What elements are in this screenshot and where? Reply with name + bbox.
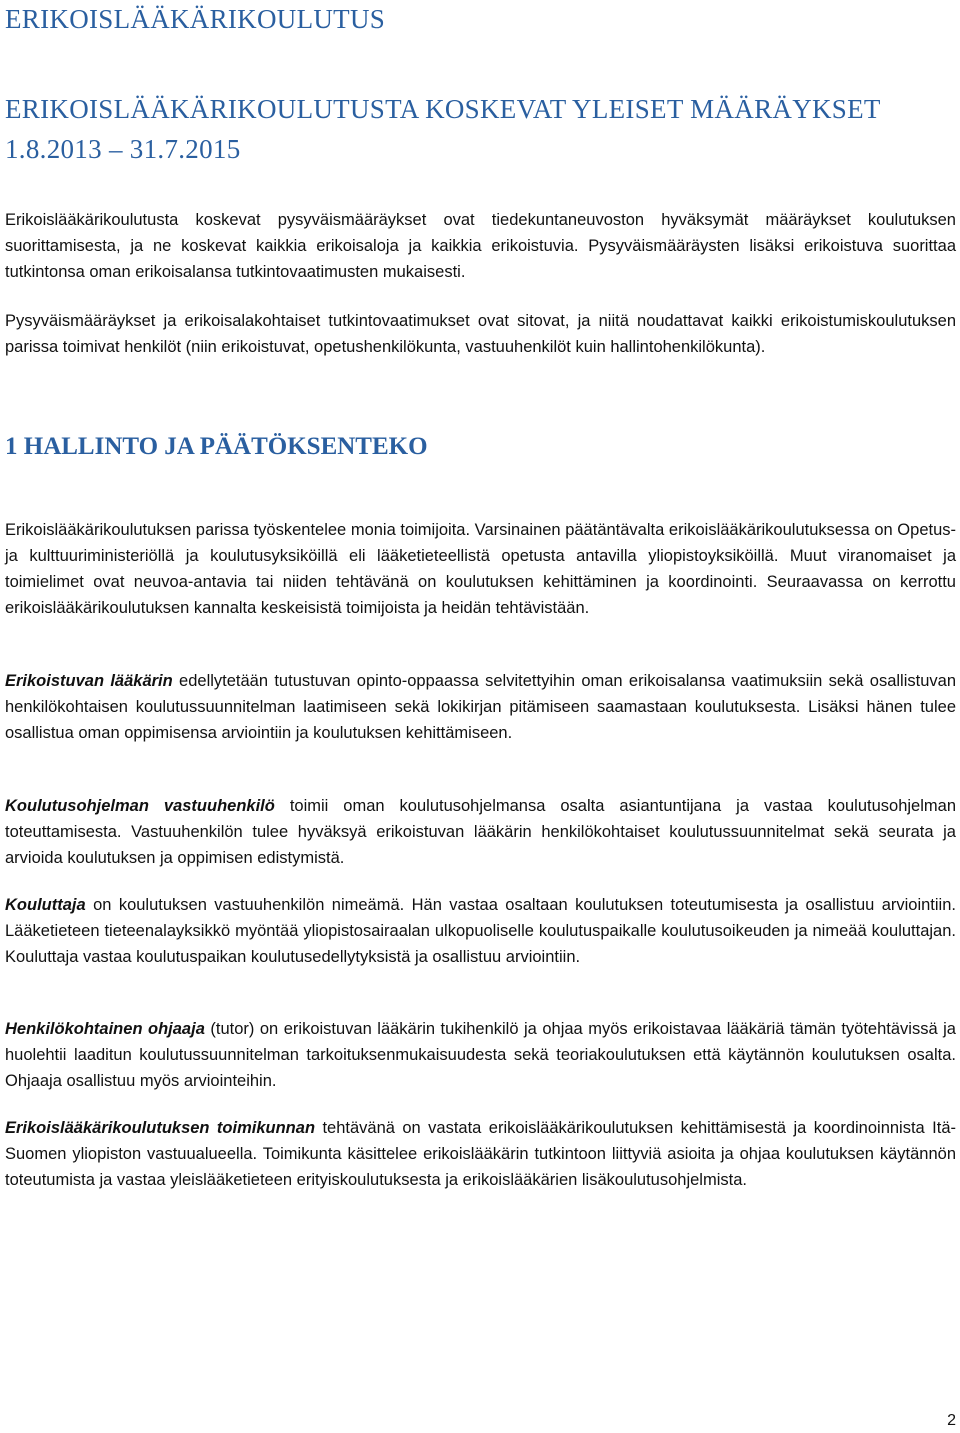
term-trainer: Kouluttaja [5,896,86,914]
section-heading: 1 HALLINTO JA PÄÄTÖKSENTEKO [5,433,428,460]
term-resident: Erikoistuvan lääkärin [5,672,173,690]
section-paragraph-resident [5,668,956,746]
section-paragraph-trainer [5,892,956,970]
term-committee: Erikoislääkärikoulutuksen toimikunnan [5,1119,316,1137]
document-title: ERIKOISLÄÄKÄRIKOULUTUS [5,4,386,34]
text-resident: edellytetään tutustuvan opinto-oppaassa selvitettyihin oman erikoisalansa vaatimuksiin sekä osallistuvan henkilökohtaisen koulutussuunnitelman laatimiseen sekä lokikirjan pitämiseen saamastaan koulutuksesta. Lisäksi hänen tulee osallistua oman oppimisensa arviointiin ja koulutuksen kehittämiseen. [5,672,957,742]
section-paragraph-committee [5,1115,956,1193]
text-trainer: on koulutuksen vastuuhenkilön nimeämä. Hän vastaa osaltaan koulutuksen toteutumisesta ja osallistuu arviointiin. Lääketieteen tieteenalayksikkö myöntää yliopistosairaalan ulkopuoliselle koulutuspaikalle koulutusoikeuden ja nimeää kouluttajan. Kouluttaja vastaa koulutuspaikan koulutusedellytyksistä ja osallistuu arviointiin. [5,896,956,966]
text-committee: tehtävänä on vastata erikoislääkärikoulutuksen kehittämisestä ja koordinoinnista Itä-Suomen yliopiston vastuualueella. Toimikunta käsittelee erikoislääkärin tutkintoon liittyviä asioita ja ohjaa koulutuksen käytännön toteutumista ja vastaa yleislääketieteen erityiskoulutuksesta ja erikoislääkärien lisäkoulutusohjelmista. [5,1119,957,1189]
term-tutor: Henkilökohtainen ohjaaja [5,1020,205,1038]
section-paragraph-tutor [5,1016,956,1094]
subtitle-line-1: ERIKOISLÄÄKÄRIKOULUTUSTA KOSKEVAT YLEISET MÄÄRÄYKSET [5,94,881,124]
section-paragraph-actors: Erikoislääkärikoulutuksen parissa työskentelee monia toimijoita. Varsinainen päätäntävalta erikoislääkärikoulutuksessa on Opetus- ja kulttuuriministeriöllä ja koulutusyksiköillä eli lääketieteellistä opetusta antavilla yliopistoyksiköillä. Muut viranomaiset ja toimielimet ovat neuvoa-antavia tai niiden tehtävänä on koulutuksen kehittäminen ja koordinointi. Seuraavassa on kerrottu erikoislääkärikoulutuksen kannalta keskeisistä toimijoista ja heidän tehtävistään. [5,521,956,617]
intro-paragraph-2: Pysyväismääräykset ja erikoisalakohtaiset tutkintovaatimukset ovat sitovat, ja niitä noudattavat kaikki erikoistumiskoulutuksen parissa toimivat henkilöt (niin erikoistuvat, opetushenkilökunta, vastuuhenkilöt kuin hallintohenkilökunta). [5,312,956,356]
page-number: 2 [947,1412,956,1429]
subtitle-line-2: 1.8.2013 – 31.7.2015 [5,134,241,164]
section-paragraph-program-lead [5,793,956,871]
text-tutor: (tutor) on erikoistuvan lääkärin tukihenkilö ja ohjaa myös erikoistavaa lääkäriä tämän työtehtävissä ja huolehtii laaditun koulutussuunnitelman tarkoituksenmukaisuudesta sekä teoriakoulutuksen että käytännön koulutuksen osalta. Ohjaaja osallistuu myös arviointeihin. [5,1020,956,1090]
document-subtitle [5,89,881,169]
text-program-lead: toimii oman koulutusohjelmansa osalta asiantuntijana ja vastaa koulutusohjelman toteuttamisesta. Vastuuhenkilön tulee hyväksyä erikoistuvan lääkärin henkilökohtaiset koulutussuunnitelmat sekä seurata ja arvioida koulutuksen ja oppimisen edistymistä. [5,797,956,867]
term-program-lead: Koulutusohjelman vastuuhenkilö [5,797,275,815]
intro-paragraph-1: Erikoislääkärikoulutusta koskevat pysyväismääräykset ovat tiedekuntaneuvoston hyväksymät määräykset koulutuksen suorittamisesta, ja ne koskevat kaikkia erikoisaloja ja kaikkia erikoistuvia. Pysyväismääräysten lisäksi erikoistuva suorittaa tutkintonsa oman erikoisalansa tutkintovaatimusten mukaisesti. [5,211,956,281]
